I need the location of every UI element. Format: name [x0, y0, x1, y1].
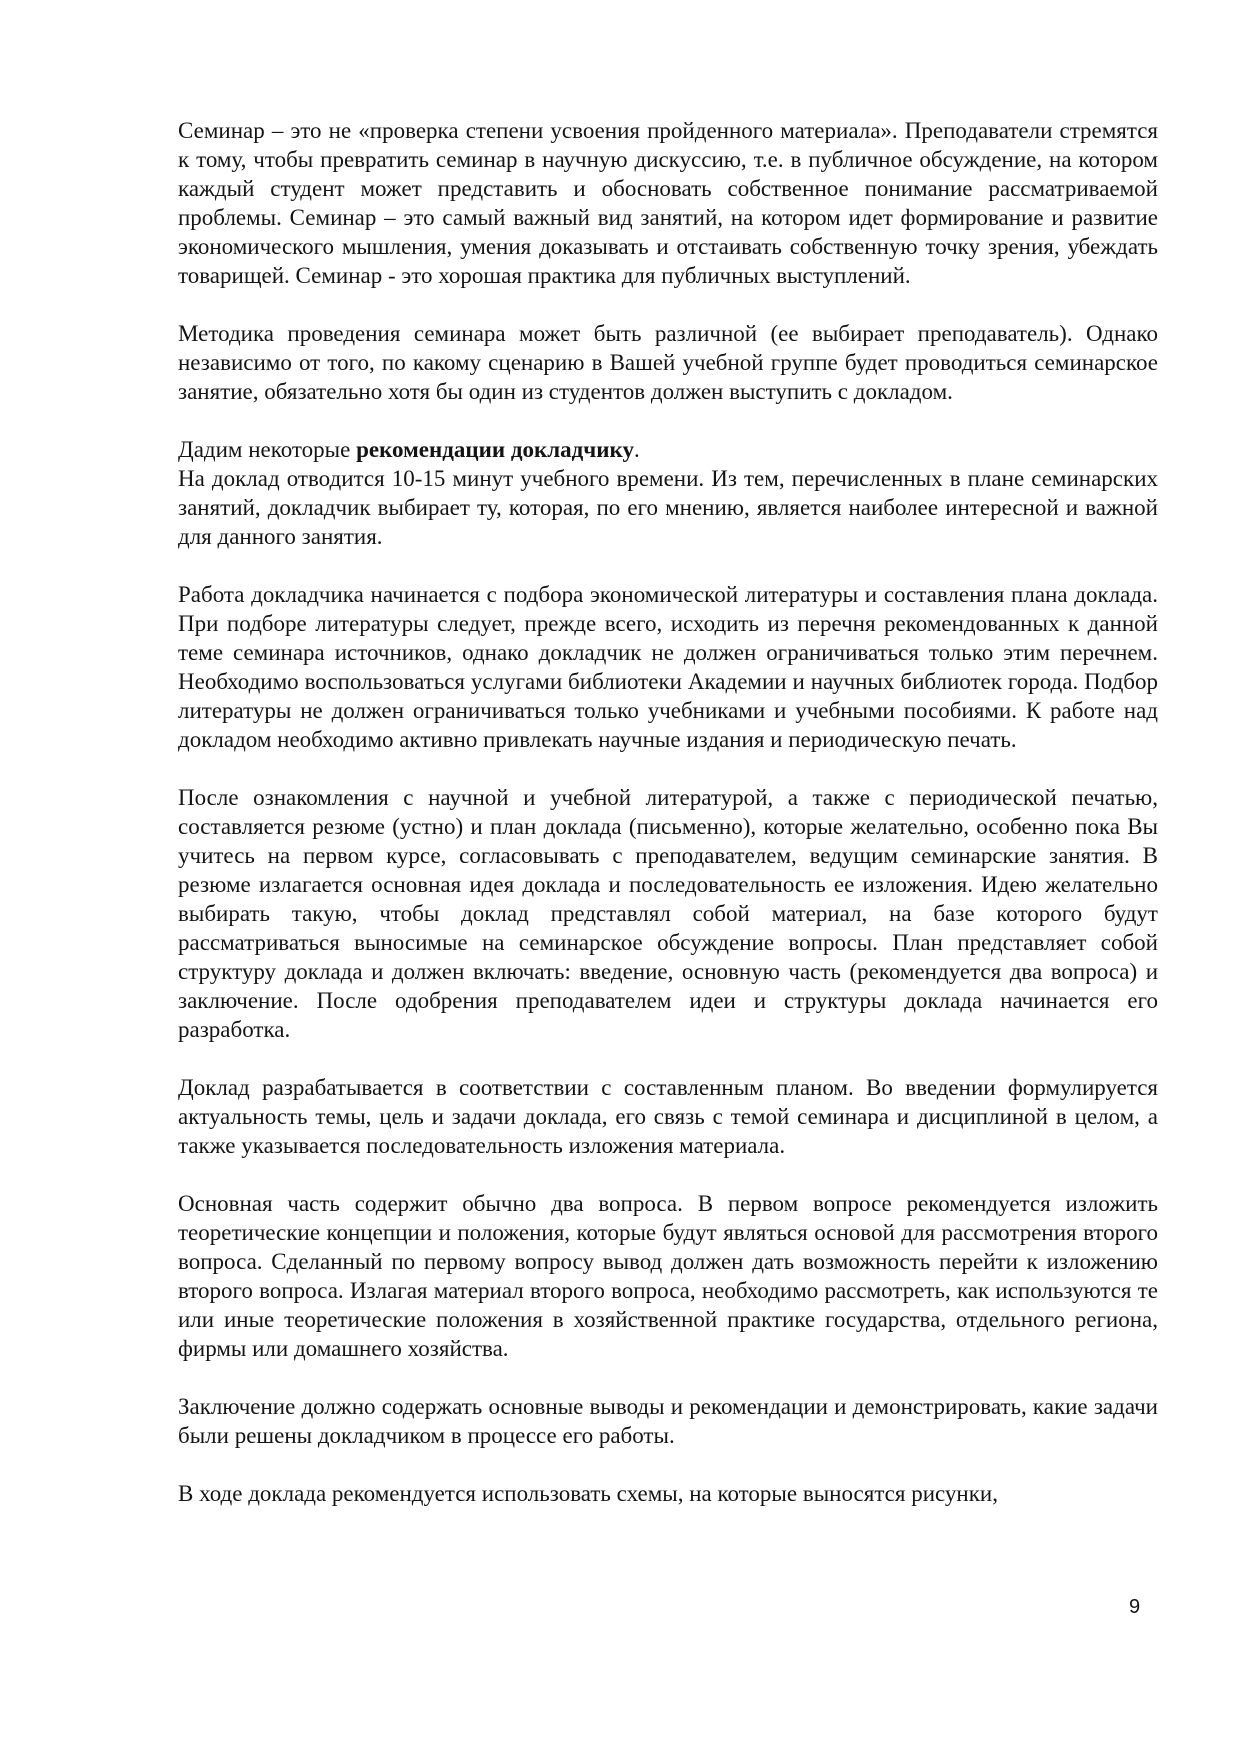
paragraph-report-time: На доклад отводится 10-15 минут учебного времени. Из тем, перечисленных в плане семинарских занятий, докладчик выбирает ту, которая, по его мнению, является наиболее интересной и важной для данного занятия.: [178, 466, 1158, 549]
recommendations-suffix: .: [633, 437, 640, 462]
page-number: 9: [1129, 1596, 1141, 1618]
paragraph-literature-selection: Работа докладчика начинается с подбора экономической литературы и составления плана доклада. При подборе литературы следует, прежде всего, исходить из перечня рекомендованных к данной теме семинара источников, однако докладчик не должен ограничиваться только этим перечнем. Необходимо воспользоваться услугами библиотеки Академии и научных библиотек города. Подбор литературы не должен ограничиваться только учебниками и учебными пособиями. К работе над докладом необходимо активно привлекать научные издания и периодическую печать.: [178, 582, 1158, 752]
document-body: [178, 116, 1158, 1508]
paragraph-conclusion: Заключение должно содержать основные выводы и рекомендации и демонстрировать, какие задачи были решены докладчиком в процессе его работы.: [178, 1394, 1158, 1448]
paragraph-seminar-definition: Семинар – это не «проверка степени усвоения пройденного материала». Преподаватели стремятся к тому, чтобы превратить семинар в научную дискуссию, т.е. в публичное обсуждение, на котором каждый студент может представить и обосновать собственное понимание рассматриваемой проблемы. Семинар – это самый важный вид занятий, на котором идет формирование и развитие экономического мышления, умения доказывать и отстаивать собственную точку зрения, убеждать товарищей. Семинар - это хорошая практика для публичных выступлений.: [178, 118, 1158, 288]
recommendations-bold-phrase: рекомендации докладчику: [356, 437, 634, 462]
paragraph-main-part: Основная часть содержит обычно два вопроса. В первом вопросе рекомендуется изложить теоретические концепции и положения, которые будут являться основой для рассмотрения второго вопроса. Сделанный по первому вопросу вывод должен дать возможность перейти к изложению второго вопроса. Излагая материал второго вопроса, необходимо рассмотреть, как используются те или иные теоретические положения в хозяйственной практике государства, отдельного региона, фирмы или домашнего хозяйства.: [178, 1191, 1158, 1361]
recommendations-prefix: Дадим некоторые: [178, 437, 357, 462]
paragraph-schemes: В ходе доклада рекомендуется использовать схемы, на которые выносятся рисунки,: [178, 1481, 998, 1506]
paragraph-introduction: Доклад разрабатывается в соответствии с составленным планом. Во введении формулируется актуальность темы, цель и задачи доклада, его связь с темой семинара и дисциплиной в целом, а также указывается последовательность изложения материала.: [178, 1075, 1158, 1158]
paragraph-resume-and-plan: После ознакомления с научной и учебной литературой, а также с периодической печатью, составляется резюме (устно) и план доклада (письменно), которые желательно, особенно пока Вы учитесь на первом курсе, согласовывать с преподавателем, ведущим семинарские занятия. В резюме излагается основная идея доклада и последовательность ее изложения. Идею желательно выбирать такую, чтобы доклад представлял собой материал, на базе которого будут рассматриваться выносимые на семинарское обсуждение вопросы. План представляет собой структуру доклада и должен включать: введение, основную часть (рекомендуется два вопроса) и заключение. После одобрения преподавателем идеи и структуры доклада начинается его разработка.: [178, 785, 1158, 1042]
paragraph-recommendations-intro: [178, 435, 1158, 464]
paragraph-seminar-method: Методика проведения семинара может быть различной (ее выбирает преподаватель). Однако независимо от того, по какому сценарию в Вашей учебной группе будет проводиться семинарское занятие, обязательно хотя бы один из студентов должен выступить с докладом.: [178, 321, 1158, 404]
